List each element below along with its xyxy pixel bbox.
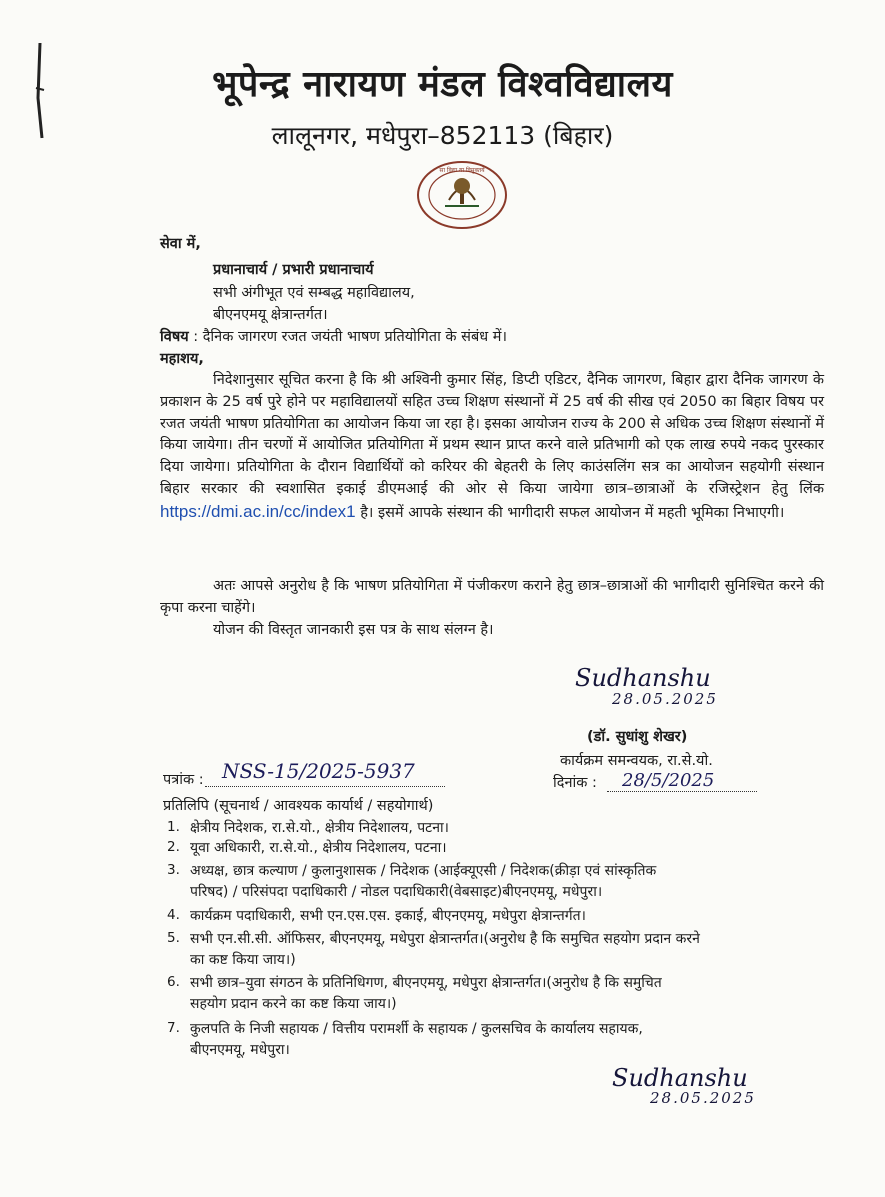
patrank-label: पत्रांक : [163,772,204,788]
salutation-to: सेवा में, [160,236,201,252]
copy-to-item-7: कुलपति के निजी सहायक / वित्तीय परामर्शी के सहायक / कुलसचिव के कार्यालय सहायक, [190,1021,643,1037]
copy-to-item-2: यूवा अधिकारी, रा.से.यो., क्षेत्रीय निदेशालय, पटना। [190,840,447,856]
signatory-designation: कार्यक्रम समन्वयक, रा.से.यो. [560,753,713,769]
body-paragraph-2: अतः आपसे अनुरोध है कि भाषण प्रतियोगिता में पंजीकरण कराने हेतु छात्र–छात्राओं की भागीदारी सुनिश्चित करने की कृपा करना चाहेंगे। [160,578,824,616]
signatory-name: (डॉ. सुधांशु शेखर) [587,729,688,745]
recipient-line-1: प्रधानाचार्य / प्रभारी प्रधानाचार्य [213,262,374,278]
copy-to-item-3: अध्यक्ष, छात्र कल्याण / कुलानुशासक / निदेशक (आईक्यूएसी / निदेशक(क्रीड़ा एवं सांस्कृतिक [190,863,657,879]
registration-link[interactable]: https://dmi.ac.in/cc/index1 [160,501,356,521]
list-item-number: 7. [167,1020,180,1036]
list-item-number: 5. [167,930,180,946]
list-item-number: 1. [167,819,180,835]
university-address: लालूनगर, मधेपुरा–852113 (बिहार) [271,121,614,150]
list-item-number: 2. [167,839,180,855]
signature-date-handwritten: 28.05.2025 [612,690,718,708]
patrank-underline [205,786,445,787]
copy-to-item-3-cont: परिषद) / परिसंपदा पदाधिकारी / नोडल पदाधिकारी(वेबसाइट)बीएनएमयू, मधेपुरा। [190,884,603,900]
copy-to-heading: प्रतिलिपि (सूचनार्थ / आवश्यक कार्यार्थ / सहयोगार्थ) [163,798,434,814]
subject-text: : दैनिक जागरण रजत जयंती भाषण प्रतियोगिता के संबंध में। [193,329,507,345]
signature-handwritten: Sudhanshu [575,664,711,692]
recipient-line-2: सभी अंगीभूत एवं सम्बद्ध महाविद्यालय, [213,285,415,301]
copy-to-item-6-cont: सहयोग प्रदान करने का कष्ट किया जाय।) [190,996,397,1012]
recipient-line-3: बीएनएमयू क्षेत्रान्तर्गत। [213,307,328,323]
subject-line [160,327,507,347]
salutation: महाशय, [160,351,204,367]
date-value-handwritten: 28/5/2025 [622,770,715,791]
body-paragraph-3: योजन की विस्तृत जानकारी इस पत्र के साथ संलग्न है। [213,622,494,638]
body-para-1-tail: है। इसमें आपके संस्थान की भागीदारी सफल आयोजन में महती भूमिका निभाएगी। [360,504,785,521]
signature-date-handwritten-bottom: 28.05.2025 [650,1089,756,1107]
copy-to-item-6: सभी छात्र–युवा संगठन के प्रतिनिधिगण, बीएनएमयू, मधेपुरा क्षेत्रान्तर्गत।(अनुरोध है कि समुचित [190,975,662,991]
list-item-number: 6. [167,974,180,990]
body-paragraph-1 [160,370,824,525]
copy-to-item-1: क्षेत्रीय निदेशक, रा.से.यो., क्षेत्रीय निदेशालय, पटना। [190,820,449,836]
copy-to-item-5: सभी एन.सी.सी. ऑफिसर, बीएनएमयू, मधेपुरा क्षेत्रान्तर्गत।(अनुरोध है कि समुचित सहयोग प्रदान करने [190,931,700,947]
copy-to-item-5-cont: का कष्ट किया जाय।) [190,952,296,968]
patrank-value-handwritten: NSS-15/2025-5937 [222,759,415,783]
signature-handwritten-bottom: Sudhanshu [612,1064,748,1092]
body-para-1-text: निदेशानुसार सूचित करना है कि श्री अश्विनी कुमार सिंह, डिप्टी एडिटर, दैनिक जागरण, बिहार द्वारा दैनिक जागरण के प्रकाशन के 25 वर्ष पुरे होने पर महाविद्यालयों सहित उच्च शिक्षण संस्थानों में 25 वर्ष की सीख एवं 2050 का बिहार विषय पर रजत जयंती भाषण प्रतियोगिता का आयोजन किया जा रहा है। इसका आयोजन राज्य के 200 से अधिक उच्च शिक्षण संस्थानों में किया जायेगा। तीन चरणों में आयोजित प्रतियोगिता में प्रथम स्थान प्राप्त करने वाले प्रतिभागी को एक लाख रुपये नकद पुरस्कार दिया जायेगा। प्रतियोगिता के दौरान विद्यार्थियों को करियर की बेहतरी के लिए काउंसलिंग सत्र का आयोजन सहयोगी संस्थान बिहार सरकार की स्वशासित इकाई डीएमआई की ओर से किया जायेगा छात्र–छात्राओं के रजिस्ट्रेशन हेतु लिंक [160,372,824,497]
list-item-number: 3. [167,862,180,878]
university-title: भूपेन्द्र नारायण मंडल विश्वविद्यालय [212,64,673,105]
university-seal-icon [415,160,509,230]
list-item-number: 4. [167,907,180,923]
copy-to-item-7-cont: बीएनएमयू, मधेपुरा। [190,1042,290,1058]
seal-motto: सा विद्या या विमुक्तये [439,167,485,174]
date-underline [607,791,757,792]
date-label: दिनांक : [553,775,597,791]
copy-to-item-4: कार्यक्रम पदाधिकारी, सभी एन.एस.एस. इकाई, बीएनएमयू, मधेपुरा क्षेत्रान्तर्गत। [190,908,586,924]
subject-label: विषय [160,329,189,345]
